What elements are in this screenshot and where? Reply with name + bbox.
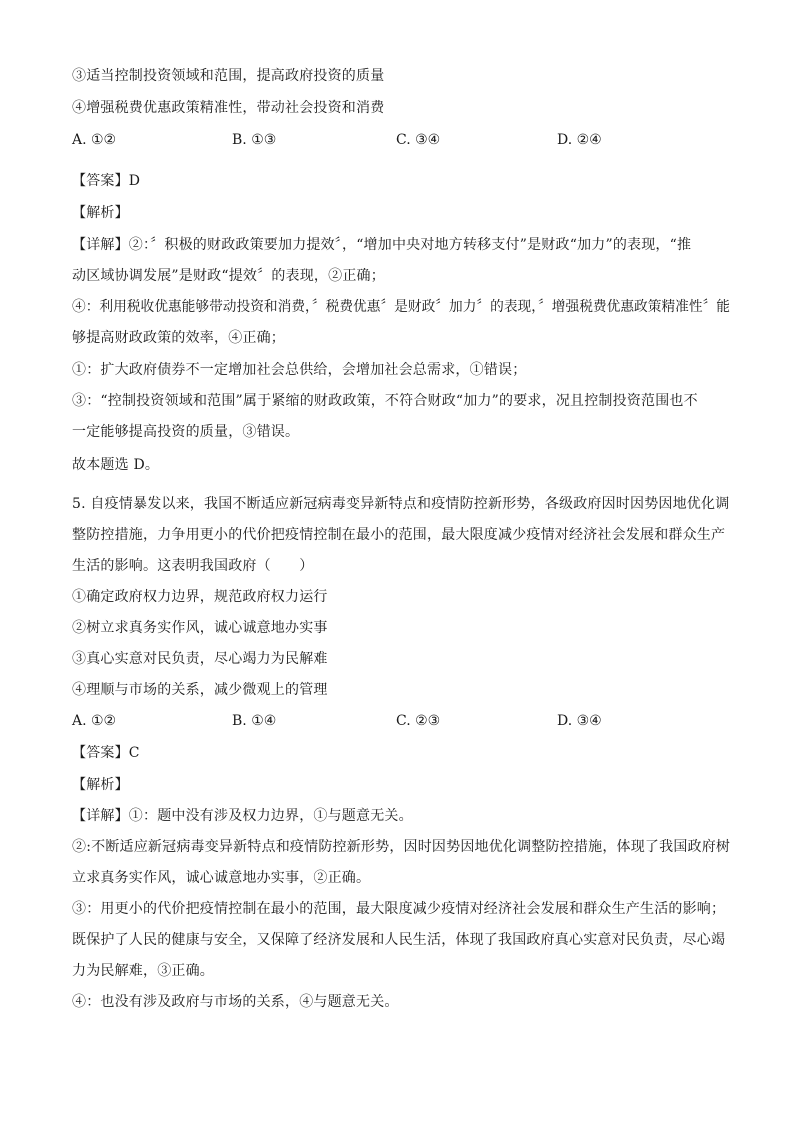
q4-detail-1a: 【详解】②：〞积极的财政政策要加力提效〞，“增加中央对地方转移支付”是财政“加力”的表现，“推 — [72, 237, 692, 253]
q4-detail-4b: 一定能够提高投资的质量，③错误。 — [72, 424, 300, 440]
q5-option-b: B. ①④ — [232, 713, 277, 729]
q5-detail-3b: 既保护了人民的健康与安全，又保障了经济发展和人民生活，体现了我国政府真心实意对民负责，尽心竭 — [72, 932, 726, 948]
q5-item-3: ③真心实意对民负责，尽心竭力为民解难 — [72, 651, 328, 667]
q4-detail-4a: ③：“控制投资领域和范围”属于紧缩的财政政策，不符合财政“加力”的要求，况且控制投资范围也不 — [72, 393, 698, 409]
q4-option-c: C. ③④ — [396, 132, 441, 148]
q5-detail-4: ④：也没有涉及政府与市场的关系，④与题意无关。 — [72, 994, 399, 1010]
q4-analysis-label: 【解析】 — [72, 205, 129, 221]
q5-answer: 【答案】C — [72, 745, 140, 761]
q5-option-a: A. ①② — [72, 713, 117, 729]
q5-detail-1: 【详解】①：题中没有涉及权力边界，①与题意无关。 — [72, 808, 413, 824]
q5-item-2: ②树立求真务实作风，诚心诚意地办实事 — [72, 620, 328, 636]
q5-detail-2b: 立求真务实作风，诚心诚意地办实事，②正确。 — [72, 870, 371, 886]
q5-analysis-label: 【解析】 — [72, 777, 129, 793]
q4-detail-1b: 动区域协调发展”是财政“提效〞的表现，②正确； — [72, 268, 385, 284]
q5-stem-3: 生活的影响。这表明我国政府（ ） — [72, 558, 314, 574]
q4-option-d: D. ②④ — [557, 132, 602, 148]
q5-item-1: ①确定政府权力边界，规范政府权力运行 — [72, 589, 328, 605]
q4-option-a: A. ①② — [72, 132, 117, 148]
q5-option-d: D. ③④ — [557, 713, 602, 729]
q5-detail-3c: 力为民解难，③正确。 — [72, 963, 214, 979]
q4-detail-3: ①：扩大政府债券不一定增加社会总供给，会增加社会总需求，①错误； — [72, 362, 527, 378]
q4-option-b: B. ①③ — [232, 132, 277, 148]
q4-item-4: ④增强税费优惠政策精准性，带动社会投资和消费 — [72, 100, 385, 116]
q5-option-c: C. ②③ — [396, 713, 441, 729]
q4-item-3: ③适当控制投资领域和范围，提高政府投资的质量 — [72, 68, 385, 84]
q4-detail-2a: ④：利用税收优惠能够带动投资和消费，〞税费优惠〞是财政〞加力〞的表现，〞增强税费优惠政策精准性〞能 — [72, 299, 731, 315]
q4-detail-2b: 够提高财政政策的效率，④正确； — [72, 330, 285, 346]
q4-conclusion: 故本题选 D。 — [72, 457, 160, 473]
q5-detail-3a: ③：用更小的代价把疫情控制在最小的范围，最大限度减少疫情对经济社会发展和群众生产生活的影响； — [72, 901, 726, 917]
q5-stem-1: 5. 自疫情暴发以来，我国不断适应新冠病毒变异新特点和疫情防控新形势，各级政府因时因势因地优化调 — [72, 496, 730, 512]
q5-item-4: ④理顺与市场的关系，减少微观上的管理 — [72, 682, 328, 698]
q4-answer: 【答案】D — [72, 173, 141, 189]
q5-stem-2: 整防控措施，力争用更小的代价把疫情控制在最小的范围，最大限度减少疫情对经济社会发展和群众生产 — [72, 527, 726, 543]
q5-detail-2a: ②:不断适应新冠病毒变异新特点和疫情防控新形势，因时因势因地优化调整防控措施，体现了我国政府树 — [72, 839, 731, 855]
